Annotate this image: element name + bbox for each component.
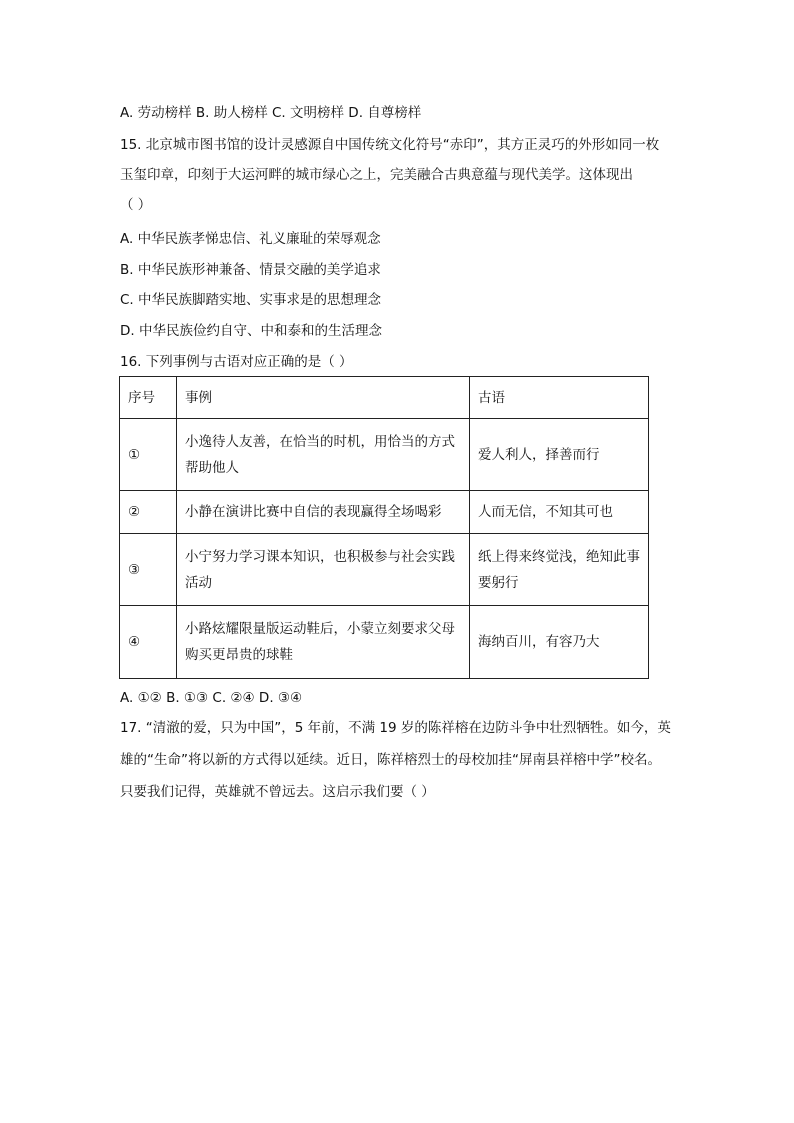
row-number: ④	[120, 606, 177, 679]
row-saying	[470, 419, 649, 491]
row-saying	[470, 606, 649, 679]
q17-stem-line2: 雄的“生命”将以新的方式得以延续。近日，陈祥榕烈士的母校加挂“屏南县祥榕中学”校名。	[120, 752, 661, 768]
table-row	[120, 534, 649, 606]
table-header-row	[120, 377, 649, 419]
row-example	[177, 491, 470, 534]
table-row	[120, 419, 649, 491]
row-example-line: 小路炫耀限量版运动鞋后，小蒙立刻要求父母	[185, 621, 455, 637]
q17-stem-line3: 只要我们记得，英雄就不曾远去。这启示我们要（ ）	[120, 784, 435, 800]
q15-stem-line3: （ ）	[120, 197, 152, 213]
row-saying	[470, 491, 649, 534]
row-number: ②	[120, 491, 177, 534]
row-example-line: 小逸待人友善，在恰当的时机，用恰当的方式	[185, 433, 455, 450]
q15-stem-line2: 玉玺印章，印刻于大运河畔的城市绿心之上，完美融合古典意蕴与现代美学。这体现出	[120, 167, 633, 183]
table-row	[120, 491, 649, 534]
q15-option-b: B. 中华民族形神兼备、情景交融的美学追求	[120, 262, 381, 278]
header-cell-example: 事例	[177, 377, 470, 419]
q16-options: A. ①② B. ①③ C. ②④ D. ③④	[120, 690, 303, 706]
q15-option-c: C. 中华民族脚踏实地、实事求是的思想理念	[120, 292, 382, 308]
row-saying-line: 纸上得来终觉浅，绝知此事	[478, 548, 640, 565]
header-cell-number: 序号	[120, 377, 177, 419]
row-example-line: 小宁努力学习课本知识，也积极参与社会实践	[185, 548, 455, 565]
row-example-line: 活动	[185, 574, 212, 591]
row-example-line: 小静在演讲比赛中自信的表现赢得全场喝彩	[185, 504, 442, 520]
row-example	[177, 606, 470, 679]
q14-options: A. 劳动榜样 B. 助人榜样 C. 文明榜样 D. 自尊榜样	[120, 105, 422, 121]
row-saying-line: 海纳百川，有容乃大	[478, 634, 600, 650]
row-example-line: 帮助他人	[185, 459, 239, 476]
row-saying	[470, 534, 649, 606]
q15-option-a: A. 中华民族孝悌忠信、礼义廉耻的荣辱观念	[120, 231, 381, 247]
row-number: ③	[120, 534, 177, 606]
row-example-line: 购买更昂贵的球鞋	[185, 647, 293, 663]
row-saying-line: 爱人利人，择善而行	[478, 446, 600, 463]
q17-stem-line1: 17. “清澈的爱，只为中国”，5 年前，不满 19 岁的陈祥榕在边防斗争中壮烈牺牲。如今，英	[120, 720, 671, 736]
row-example	[177, 534, 470, 606]
row-saying-line: 要躬行	[478, 574, 519, 591]
q16-stem: 16. 下列事例与古语对应正确的是（ ）	[120, 354, 353, 370]
q15-option-d: D. 中华民族俭约自守、中和泰和的生活理念	[120, 323, 382, 339]
q16-table	[119, 376, 649, 679]
row-example	[177, 419, 470, 491]
q15-stem-line1: 15. 北京城市图书馆的设计灵感源自中国传统文化符号“赤印”，其方正灵巧的外形如同一枚	[120, 137, 660, 153]
row-number: ①	[120, 419, 177, 491]
row-saying-line: 人而无信，不知其可也	[478, 504, 613, 520]
header-cell-saying: 古语	[470, 377, 649, 419]
table-row	[120, 606, 649, 679]
